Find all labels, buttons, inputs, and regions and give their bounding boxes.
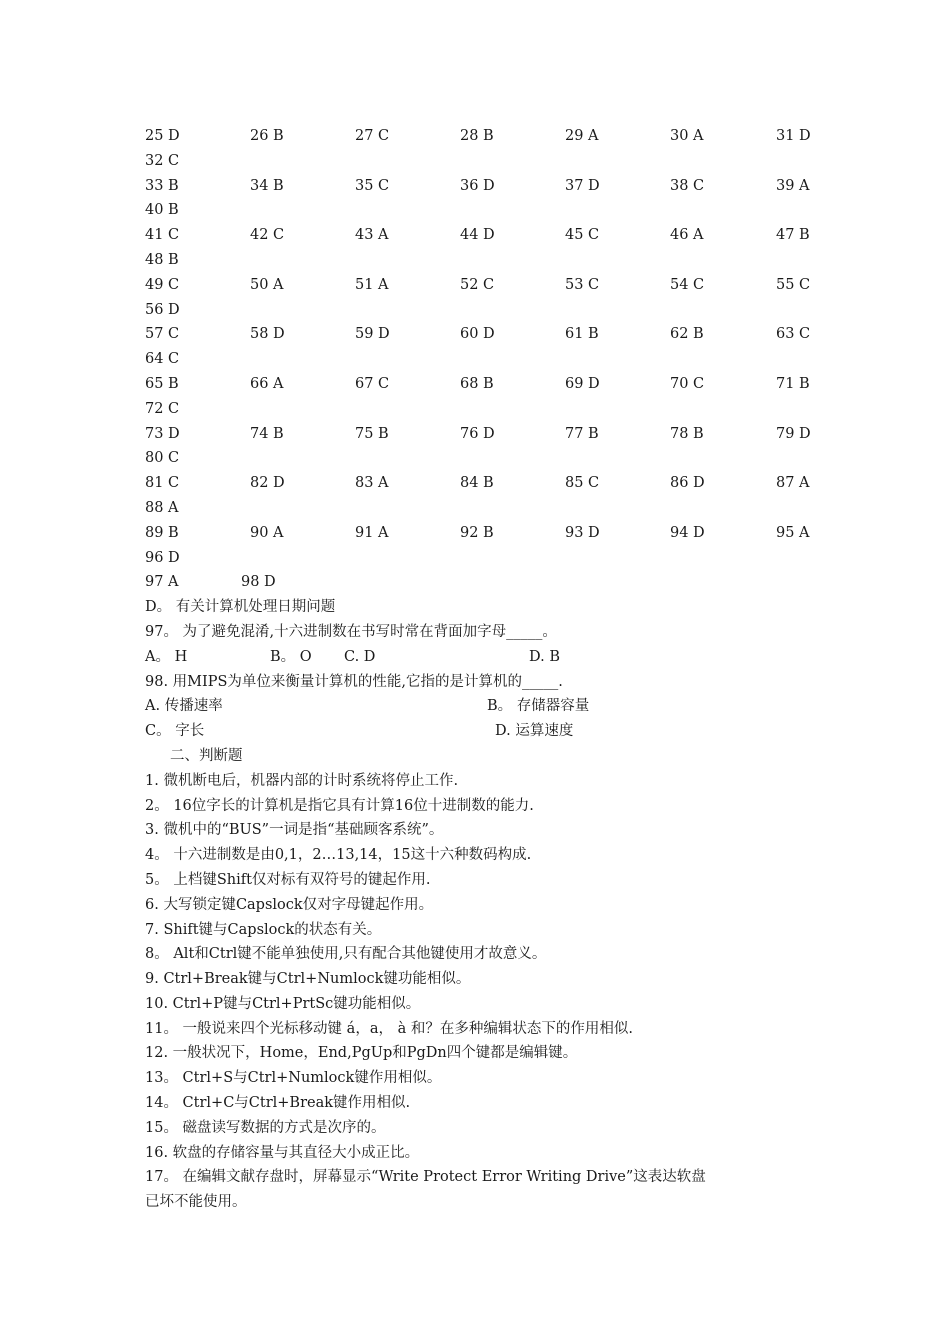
answer-cell: 25 D bbox=[145, 128, 180, 144]
answer-cell: 37 D bbox=[565, 177, 600, 194]
option-c: C。 字长 bbox=[145, 723, 205, 740]
answer-row bbox=[145, 397, 815, 422]
judgment-item bbox=[145, 1041, 815, 1066]
section-heading bbox=[145, 595, 815, 620]
judgment-text: 13。 Ctrl+S与Ctrl+Numlock键作用相似。 bbox=[145, 1070, 442, 1087]
answer-cell: 40 B bbox=[145, 202, 179, 219]
question-stem: 97。 为了避免混淆,十六进制数在书写时常在背面加字母_____。 bbox=[145, 623, 557, 640]
answer-cell: 47 B bbox=[776, 227, 810, 244]
judgment-text: 4。 十六进制数是由0,1，2…13,14，15这十六种数码构成. bbox=[145, 847, 532, 864]
answer-cell: 88 A bbox=[145, 499, 179, 516]
answer-cell: 83 A bbox=[355, 475, 389, 492]
answer-row bbox=[145, 322, 815, 347]
question-98-options bbox=[145, 694, 815, 719]
judgment-item bbox=[145, 794, 815, 819]
answer-cell: 66 A bbox=[250, 375, 284, 392]
judgment-text: 16. 软盘的存储容量与其直径大小成正比。 bbox=[145, 1144, 420, 1161]
judgment-text: 12. 一般状况下，Home，End,PgUp和PgDn四个键都是编辑键。 bbox=[145, 1045, 578, 1062]
answer-cell: 72 C bbox=[145, 400, 180, 417]
judgment-text: 9. Ctrl+Break键与Ctrl+Numlock键功能相似。 bbox=[145, 971, 471, 988]
answer-cell: 61 B bbox=[565, 326, 599, 343]
option-c: C. D bbox=[344, 648, 376, 665]
answer-cell: 77 B bbox=[565, 425, 599, 442]
answer-cell: 52 C bbox=[460, 276, 495, 293]
answer-cell: 92 B bbox=[460, 524, 494, 541]
answer-cell: 97 A bbox=[145, 574, 179, 591]
answer-row bbox=[145, 570, 815, 595]
judgment-text: 2。 16位字长的计算机是指它具有计算16位十进制数的能力. bbox=[145, 797, 534, 814]
section-d-title: D。 有关计算机处理日期问题 bbox=[145, 599, 336, 616]
judgment-item bbox=[145, 868, 815, 893]
judgment-item bbox=[145, 843, 815, 868]
answer-cell: 67 C bbox=[355, 375, 390, 392]
answer-cell: 56 D bbox=[145, 301, 180, 318]
answer-cell: 46 A bbox=[670, 227, 704, 244]
answer-cell: 57 C bbox=[145, 326, 180, 343]
question-98-options bbox=[145, 719, 815, 744]
judgment-item bbox=[145, 1017, 815, 1042]
section-2-title: 二、判断题 bbox=[170, 747, 243, 764]
option-b: B。 存储器容量 bbox=[487, 698, 590, 715]
answer-cell: 62 B bbox=[670, 326, 704, 343]
answer-cell: 54 C bbox=[670, 276, 705, 293]
judgment-item bbox=[145, 967, 815, 992]
judgment-text: 7. Shift键与Capslock的状态有关。 bbox=[145, 921, 382, 938]
answer-cell: 55 C bbox=[776, 276, 811, 293]
answer-cell: 33 B bbox=[145, 177, 179, 194]
answer-cell: 70 C bbox=[670, 375, 705, 392]
answer-row bbox=[145, 372, 815, 397]
answer-cell: 79 D bbox=[776, 425, 811, 442]
answer-cell: 73 D bbox=[145, 425, 180, 442]
answer-cell: 76 D bbox=[460, 425, 495, 442]
answer-cell: 81 C bbox=[145, 475, 180, 492]
answer-cell: 59 D bbox=[355, 326, 390, 343]
answer-cell: 41 C bbox=[145, 227, 180, 244]
answer-cell: 39 A bbox=[776, 177, 810, 194]
judgment-item bbox=[145, 1066, 815, 1091]
answer-cell: 85 C bbox=[565, 475, 600, 492]
answer-row bbox=[145, 422, 815, 447]
answer-row bbox=[145, 347, 815, 372]
judgment-item bbox=[145, 818, 815, 843]
answer-cell: 69 D bbox=[565, 375, 600, 392]
judgment-text: 11。 一般说来四个光标移动键 á，a， à 和？在多种编辑状态下的作用相似. bbox=[145, 1020, 633, 1037]
option-d: D. 运算速度 bbox=[495, 723, 574, 740]
judgment-item bbox=[145, 769, 815, 794]
answer-row bbox=[145, 298, 815, 323]
answer-row bbox=[145, 174, 815, 199]
question-98 bbox=[145, 670, 815, 695]
judgment-item bbox=[145, 992, 815, 1017]
answer-cell: 78 B bbox=[670, 425, 704, 442]
answer-cell: 71 B bbox=[776, 375, 810, 392]
answer-cell: 90 A bbox=[250, 524, 284, 541]
answer-row bbox=[145, 471, 815, 496]
answer-row bbox=[145, 546, 815, 571]
answer-cell: 43 A bbox=[355, 227, 389, 244]
answer-cell: 60 D bbox=[460, 326, 495, 343]
option-a: A. 传播速率 bbox=[145, 698, 223, 715]
answer-cell: 89 B bbox=[145, 524, 179, 541]
judgment-text: 14。 Ctrl+C与Ctrl+Break键作用相似. bbox=[145, 1095, 411, 1112]
answer-cell: 35 C bbox=[355, 177, 390, 194]
answer-cell: 45 C bbox=[565, 227, 600, 244]
option-a: A。 H bbox=[145, 648, 188, 665]
answer-cell: 48 B bbox=[145, 251, 179, 268]
answer-row bbox=[145, 223, 815, 248]
answer-row bbox=[145, 496, 815, 521]
answer-cell: 80 C bbox=[145, 450, 180, 467]
judgment-item bbox=[145, 893, 815, 918]
answer-row bbox=[145, 198, 815, 223]
page-content bbox=[145, 124, 815, 1215]
answer-cell: 34 B bbox=[250, 177, 284, 194]
judgment-text: 5。 上档键Shift仅对标有双符号的键起作用. bbox=[145, 871, 431, 888]
judgment-text: 8。 Alt和Ctrl键不能单独使用,只有配合其他键使用才故意义。 bbox=[145, 946, 547, 963]
answer-cell: 68 B bbox=[460, 375, 494, 392]
option-b: B。 O bbox=[270, 648, 312, 665]
answer-cell: 51 A bbox=[355, 276, 389, 293]
judgment-item bbox=[145, 918, 815, 943]
answer-cell: 87 A bbox=[776, 475, 810, 492]
answer-cell: 95 A bbox=[776, 524, 810, 541]
answer-cell: 94 D bbox=[670, 524, 705, 541]
question-stem: 98. 用MIPS为单位来衡量计算机的性能,它指的是计算机的_____. bbox=[145, 673, 563, 690]
answer-cell: 32 C bbox=[145, 152, 180, 169]
answer-cell: 30 A bbox=[670, 128, 704, 144]
answer-cell: 26 B bbox=[250, 128, 284, 144]
answer-cell: 91 A bbox=[355, 524, 389, 541]
answer-row bbox=[145, 273, 815, 298]
answer-row bbox=[145, 149, 815, 174]
answer-cell: 74 B bbox=[250, 425, 284, 442]
answer-cell: 64 C bbox=[145, 351, 180, 368]
question-97-options bbox=[145, 645, 815, 670]
judgment-text: 6. 大写锁定键Capslock仅对字母键起作用。 bbox=[145, 896, 434, 913]
answer-cell: 49 C bbox=[145, 276, 180, 293]
judgment-text: 已坏不能使用。 bbox=[145, 1194, 247, 1211]
answer-cell: 75 B bbox=[355, 425, 389, 442]
answer-cell: 84 B bbox=[460, 475, 494, 492]
judgment-item bbox=[145, 1091, 815, 1116]
answer-cell: 65 B bbox=[145, 375, 179, 392]
judgment-item bbox=[145, 942, 815, 967]
judgment-text: 10. Ctrl+P键与Ctrl+PrtSc键功能相似。 bbox=[145, 995, 421, 1012]
answer-row bbox=[145, 124, 815, 149]
answer-cell: 98 D bbox=[241, 574, 276, 591]
answer-cell: 82 D bbox=[250, 475, 285, 492]
answer-row bbox=[145, 248, 815, 273]
answer-cell: 36 D bbox=[460, 177, 495, 194]
judgment-text: 3. 微机中的“BUS”一词是指“基础顾客系统”。 bbox=[145, 822, 444, 839]
answer-cell: 28 B bbox=[460, 128, 494, 144]
answer-row bbox=[145, 446, 815, 471]
answer-cell: 86 D bbox=[670, 475, 705, 492]
judgment-item bbox=[145, 1190, 815, 1215]
judgment-item bbox=[145, 1141, 815, 1166]
answer-cell: 58 D bbox=[250, 326, 285, 343]
option-d: D. B bbox=[529, 648, 560, 665]
answer-cell: 50 A bbox=[250, 276, 284, 293]
judgment-text: 1. 微机断电后，机器内部的计时系统将停止工作. bbox=[145, 772, 459, 789]
answer-cell: 44 D bbox=[460, 227, 495, 244]
answer-cell: 93 D bbox=[565, 524, 600, 541]
judgment-item bbox=[145, 1116, 815, 1141]
answer-cell: 27 C bbox=[355, 128, 390, 144]
judgment-text: 17。 在编辑文献存盘时，屏幕显示“Write Protect Error Writing Drive”这表达软盘 bbox=[145, 1169, 706, 1186]
question-97 bbox=[145, 620, 815, 645]
answer-cell: 38 C bbox=[670, 177, 705, 194]
answer-cell: 29 A bbox=[565, 128, 599, 144]
judgment-text: 15。 磁盘读写数据的方式是次序的。 bbox=[145, 1119, 386, 1136]
answer-cell: 63 C bbox=[776, 326, 811, 343]
judgment-item bbox=[145, 1165, 815, 1190]
answer-cell: 53 C bbox=[565, 276, 600, 293]
section-heading bbox=[145, 744, 815, 769]
answer-cell: 42 C bbox=[250, 227, 285, 244]
answer-cell: 96 D bbox=[145, 549, 180, 566]
answer-row bbox=[145, 521, 815, 546]
answer-cell: 31 D bbox=[776, 128, 811, 144]
